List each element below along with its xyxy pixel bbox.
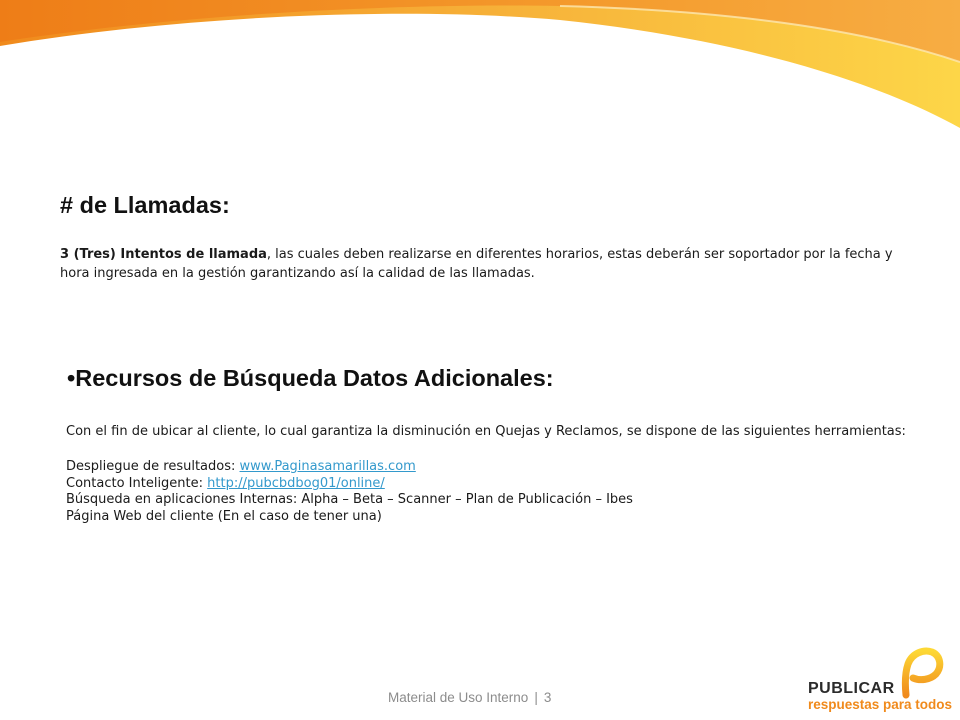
tool-item-internal-apps: [66, 492, 633, 509]
header-swoosh: [0, 0, 960, 132]
footer-text: Material de Uso Interno: [388, 690, 529, 705]
tool-label: Página Web del cliente (En el caso de tener una): [66, 509, 382, 525]
resources-tool-list: [66, 459, 633, 526]
contacto-inteligente-link[interactable]: http://pubcbdbog01/online/: [207, 475, 385, 491]
search-resources-heading: [67, 364, 554, 392]
calls-description: [60, 245, 910, 283]
tool-label: Despliegue de resultados:: [66, 459, 240, 474]
resources-intro: Con el fin de ubicar al cliente, lo cual garantiza la disminución en Quejas y Reclamos, se dispone de las siguientes herramientas:: [66, 424, 906, 439]
calls-description-lead: 3 (Tres) Intentos de llamada: [60, 247, 267, 262]
calls-description-text: , las cuales deben realizarse en diferentes horarios, estas deberán ser soportador por la fecha y hora ingresada en la gestión garantizando así la calidad de las llamadas.: [60, 247, 893, 281]
calls-heading: # de Llamadas:: [60, 192, 230, 218]
footer-separator: |: [534, 690, 538, 705]
publicar-logo: [803, 645, 960, 719]
page-number: 3: [543, 690, 552, 705]
search-resources-heading-text: Recursos de Búsqueda Datos Adicionales:: [75, 365, 554, 391]
bullet-icon: •: [67, 365, 76, 391]
tool-item-results: [66, 459, 633, 476]
footer: [388, 690, 551, 706]
tool-item-client-website: [66, 509, 633, 526]
tool-label: Contacto Inteligente:: [66, 475, 208, 491]
tool-item-contacto-inteligente: [66, 476, 633, 493]
publicar-p-icon: [896, 647, 944, 699]
tool-label: Búsqueda en aplicaciones Internas: Alpha – Beta – Scanner – Plan de Publicación – Ibes: [66, 492, 633, 508]
logo-wordmark: PUBLICAR: [808, 680, 895, 697]
logo-tagline: respuestas para todos: [808, 697, 953, 712]
paginas-amarillas-link[interactable]: www.Paginasamarillas.com: [239, 459, 416, 474]
